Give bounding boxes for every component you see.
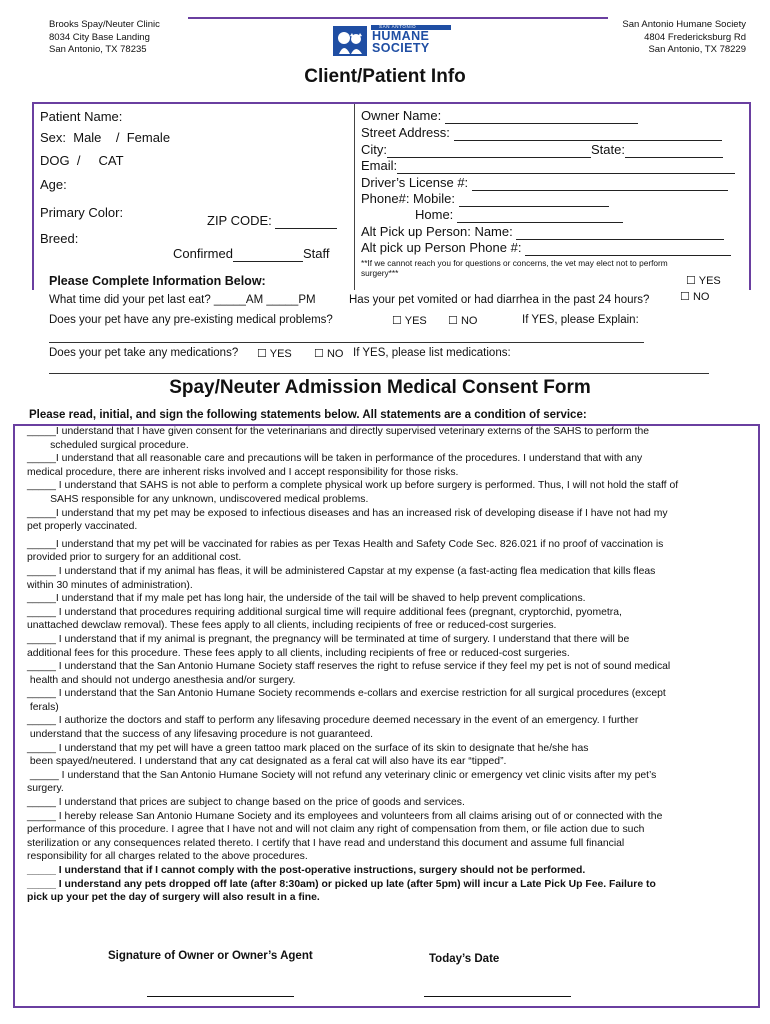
medications-list-label: If YES, please list medications:: [353, 347, 511, 359]
date-line[interactable]: [424, 996, 571, 997]
pet-silhouette-icon: [333, 26, 367, 56]
meds-yes-option[interactable]: ☐ YES: [257, 348, 292, 360]
humane-society-logo: [333, 25, 451, 57]
client-info-title: Client/Patient Info: [304, 66, 466, 87]
signature-label: Signature of Owner or Owner’s Agent: [108, 950, 313, 962]
consent-line: _____ I understand that my pet will have a green tattoo mark placed on the surface of its skin to designate that he/she has: [27, 742, 589, 754]
consent-line: surgery.: [27, 783, 64, 795]
consent-line: _____ I understand that the San Antonio Humane Society staff reserves the right to refuse service if they feel my pet is not of sound medical: [27, 661, 671, 673]
sex-label[interactable]: Sex: Male / Female: [40, 130, 171, 145]
consent-line: _____I understand that if my male pet has long hair, the underside of the tail will be shaved to help prevent complications.: [27, 593, 586, 605]
alt-pickup-phone-field[interactable]: Alt pick up Person Phone #:: [361, 240, 731, 256]
checkbox-icon[interactable]: ☐: [257, 348, 267, 360]
consent-bold-line: _____ I understand that if I cannot comply with the post-operative instructions, surgery should not be performed.: [27, 865, 586, 876]
right-clinic-name: San Antonio Humane Society: [622, 19, 746, 30]
consent-line: scheduled surgical procedure.: [27, 439, 189, 451]
consent-line: _____ I understand that procedures requiring additional surgical time will require additional fees (pregnant, cryptorchid, pyometra,: [27, 606, 622, 618]
consent-title: Spay/Neuter Admission Medical Consent Form: [169, 377, 591, 398]
consent-instructions: Please read, initial, and sign the following statements below. All statements are a condition of service:: [29, 409, 587, 421]
zip-code-label: ZIP CODE:: [207, 213, 272, 228]
street-address-field[interactable]: Street Address:: [361, 125, 722, 141]
consent-line: _____ I hereby release San Antonio Humane Society and its employees and volunteers from all claims arising out of or connected with the: [27, 810, 663, 822]
left-clinic-city: San Antonio, TX 78235: [49, 44, 147, 55]
logo-humane: HUMANE: [372, 29, 430, 43]
consent-line: medical procedure, there are inherent risks involved and I accept responsibility for those risks.: [27, 466, 459, 478]
consent-line: pet properly vaccinated.: [27, 521, 138, 533]
age-label[interactable]: Age:: [40, 177, 67, 192]
consent-line: _____I understand that my pet will be vaccinated for rabies as per Texas Health and Safety Code Sec. 826.021 if no proof of vaccination is: [27, 538, 664, 550]
consent-line: _____ I understand that if my animal has fleas, it will be administered Capstar at my expense (a fast-acting flea medication that kills fleas: [27, 565, 656, 577]
consent-line: _____I understand that my pet may be exposed to infectious diseases and has an increased risk of developing disease if I have not had my: [27, 507, 668, 519]
consent-line: performance of this procedure. I agree that I have not and will not claim any right of compensation from them, or file action due to such: [27, 824, 645, 836]
checkbox-icon[interactable]: ☐: [680, 291, 690, 303]
date-label: Today’s Date: [429, 953, 500, 965]
right-clinic-city: San Antonio, TX 78229: [648, 44, 746, 55]
left-clinic-street: 8034 City Base Landing: [49, 31, 150, 43]
staff-label: Staff: [302, 246, 330, 261]
medications-question: Does your pet take any medications?: [49, 347, 239, 359]
email-field[interactable]: Email:: [361, 158, 735, 174]
confirmed-label: Confirmed: [173, 246, 233, 261]
medical-problems-question: Does your pet have any pre-existing medical problems?: [49, 314, 333, 326]
complete-info-heading: Please Complete Information Below:: [49, 274, 266, 288]
checkbox-icon[interactable]: ☐: [448, 315, 458, 327]
medical-no-option[interactable]: ☐ NO: [448, 315, 478, 327]
drivers-license-field[interactable]: Driver’s License #:: [361, 175, 728, 191]
contact-note: **If we cannot reach you for questions or concerns, the vet may elect not to perform surgery***: [361, 258, 668, 278]
alt-pickup-name-field[interactable]: Alt Pick up Person: Name:: [361, 224, 724, 240]
consent-line: responsibility for all charges related to the above procedures.: [27, 851, 308, 863]
vomit-question: Has your pet vomited or had diarrhea in the past 24 hours?: [349, 294, 650, 306]
consent-line: ferals): [27, 701, 59, 713]
consent-line: _____I understand that all reasonable care and precautions will be taken in performance of the procedures. I understand that with any: [27, 453, 643, 465]
breed-label[interactable]: Breed:: [40, 231, 79, 246]
consent-bold-line: pick up your pet the day of surgery will also result in a fine.: [27, 892, 320, 904]
consent-line: within 30 minutes of administration).: [27, 579, 193, 591]
zip-code-field[interactable]: [207, 213, 337, 229]
checkbox-icon[interactable]: ☐: [314, 348, 324, 360]
consent-line: additional fees for this procedure. These fees apply to all clients, including recipients of free or reduced-cost surgeries.: [27, 647, 570, 659]
checkbox-icon[interactable]: ☐: [392, 315, 402, 327]
signature-line[interactable]: [147, 996, 294, 997]
consent-bold-line: _____ I understand any pets dropped off late (after 8:30am) or picked up late (after 5pm) will incur a Late Pick Up Fee. Failure to: [27, 878, 656, 890]
checkbox-icon[interactable]: ☐: [686, 275, 696, 287]
consent-line: _____I understand that I have given consent for the veterinarians and directly supervised veterinary externs of the SAHS to perform the: [27, 426, 650, 437]
vomit-no-option[interactable]: ☐ NO: [680, 291, 710, 303]
confirmed-staff-field[interactable]: [173, 246, 329, 262]
consent-line: understand that the success of any lifesaving procedure is not guaranteed.: [27, 729, 373, 741]
left-clinic-name: Brooks Spay/Neuter Clinic: [49, 19, 160, 30]
consent-line: unattached dewclaw removal). These fees apply to all clients, including recipients of free or reduced-cost surgeries.: [27, 620, 557, 632]
consent-line: provided prior to surgery for an additional cost.: [27, 552, 242, 564]
consent-line: sterilization or any consequences related thereto. I certify that I have read and understand this document and assume full financial: [27, 837, 625, 849]
logo-tagline: SAN ANTONIO: [379, 24, 417, 29]
meds-no-option[interactable]: ☐ NO: [314, 348, 344, 360]
consent-line: _____ I understand that the San Antonio Humane Society will not refund any veterinary clinic or emergency vet clinic visits after my pet’s: [27, 769, 657, 781]
consent-line: been spayed/neutered. I understand that any cat designated as a feral cat will also have its ear “tipped”.: [27, 756, 507, 768]
consent-line: health and should not undergo anesthesia and/or surgery.: [27, 674, 296, 686]
medications-line[interactable]: [49, 373, 709, 374]
consent-line: _____ I understand that prices are subject to change based on the price of goods and services.: [27, 797, 465, 809]
medical-explain-label: If YES, please Explain:: [522, 314, 639, 326]
header-rule: [188, 17, 608, 19]
logo-society: SOCIETY: [372, 41, 430, 55]
consent-line: SAHS responsible for any unknown, undiscovered medical problems.: [27, 493, 369, 505]
medical-yes-option[interactable]: ☐ YES: [392, 315, 427, 327]
patient-name-label[interactable]: Patient Name:: [40, 109, 123, 124]
right-clinic-address: [622, 19, 746, 57]
consent-line: _____ I authorize the doctors and staff to perform any lifesaving procedure deemed necessary in the event of an emergency. I further: [27, 715, 639, 727]
home-phone-field[interactable]: Home:: [415, 207, 623, 223]
owner-name-field[interactable]: Owner Name:: [361, 108, 638, 124]
right-clinic-street: 4804 Fredericksburg Rd: [644, 31, 746, 43]
vomit-yes-option[interactable]: ☐ YES: [686, 275, 721, 287]
consent-line: _____ I understand that if my animal is pregnant, the pregnancy will be terminated at time of surgery. I understand that there will be: [27, 633, 630, 645]
city-state-field[interactable]: City: State:: [361, 142, 723, 158]
last-eat-question[interactable]: What time did your pet last eat? _____AM _____PM: [49, 294, 316, 306]
client-info-divider: [354, 104, 355, 290]
left-clinic-address: [49, 19, 160, 57]
consent-line: _____ I understand that the San Antonio Humane Society recommends e-collars and exercise restriction for all surgical procedures (except: [27, 688, 666, 700]
mobile-phone-field[interactable]: Phone#: Mobile:: [361, 191, 609, 207]
consent-line: _____ I understand that SAHS is not able to perform a complete physical work up before surgery is performed. Thus, I will not hold the staff of: [27, 480, 679, 492]
medical-explain-line[interactable]: [49, 342, 644, 343]
primary-color-label[interactable]: Primary Color:: [40, 205, 124, 220]
species-label[interactable]: DOG / CAT: [40, 153, 124, 168]
consent-statements: [27, 425, 678, 905]
